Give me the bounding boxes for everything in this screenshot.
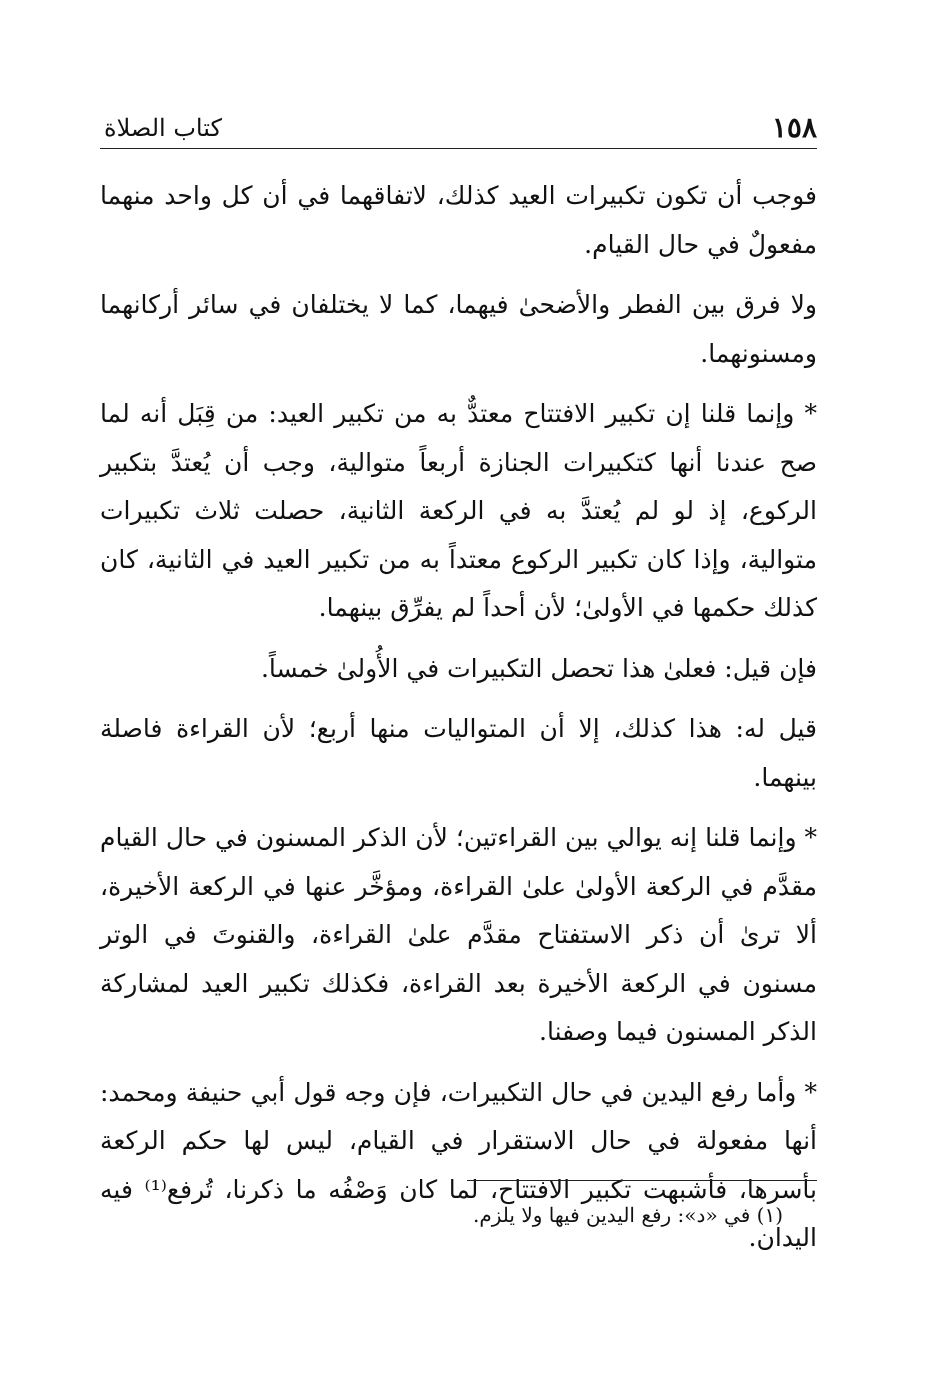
paragraph: قيل له: هذا كذلك، إلا أن المتواليات منها أربع؛ لأن القراءة فاصلة بينهما. [100, 714, 817, 792]
page-number: ١٥٨ [771, 111, 817, 144]
book-title: كتاب الصلاة [104, 114, 222, 142]
paragraph: فإن قيل: فعلىٰ هذا تحصل التكبيرات في الأُولىٰ خمساً. [260, 653, 817, 683]
footnotes [100, 1198, 817, 1232]
paragraph: * وإنما قلنا إن تكبير الافتتاح معتدٌّ به من تكبير العيد: من قِبَل أنه لما صح عندنا أنها كتكبيرات الجنازة أربعاً متوالية، وجب أن يُعتدَّ بتكبير الركوع، إذ لو لم يُعتدَّ به في الركعة الثانية، حصلت ثلاث تكبيرات متوالية، وإذا كان تكبير الركوع معتداً به من تكبير العيد في الثانية، كان كذلك حكمها في الأولىٰ؛ لأن أحداً لم يفرِّق بينهما. [100, 399, 817, 622]
paragraph: * وإنما قلنا إنه يوالي بين القراءتين؛ لأن الذكر المسنون في حال القيام مقدَّم في الركعة الأولىٰ علىٰ القراءة، ومؤخَّر عنها في الركعة الأخيرة، ألا ترىٰ أن ذكر الاستفتاح مقدَّم علىٰ القراءة، والقنوتَ في الوتر مسنون في الركعة الأخيرة بعد القراءة، فكذلك تكبير العيد لمشاركة الذكر المسنون فيما وصفنا. [100, 823, 817, 1046]
footnote-divider [467, 1180, 817, 1181]
running-header [100, 108, 817, 149]
paragraph: فوجب أن تكون تكبيرات العيد كذلك، لاتفاقهما في أن كل واحد منهما مفعولٌ في حال القيام. [100, 181, 817, 259]
main-text [100, 172, 817, 1275]
paragraph: * وأما رفع اليدين في حال التكبيرات، فإن وجه قول أبي حنيفة ومحمد: أنها مفعولة في حال الاستقرار في القيام، ليس لها حكم الركعة بأسرها، فأشبهت تكبير الافتتاح، لما كان وَصْفُه ما ذكرنا، تُرفع⁽¹⁾ فيه اليدان. [100, 1077, 817, 1252]
paragraph: ولا فرق بين الفطر والأضحىٰ فيهما، كما لا يختلفان في سائر أركانهما ومسنونهما. [100, 290, 817, 368]
footnote: (١) في «د»: رفع اليدين فيها ولا يلزم. [473, 1203, 783, 1227]
book-page [100, 0, 817, 1378]
